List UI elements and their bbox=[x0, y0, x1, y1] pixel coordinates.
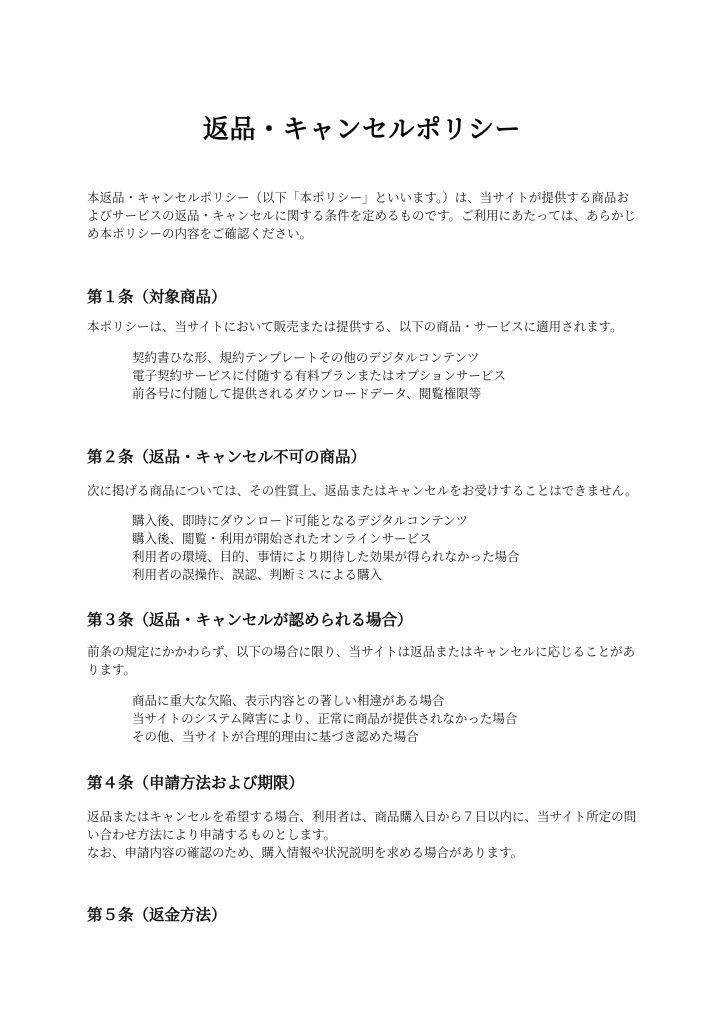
list-item: 当サイトのシステム障害により、正常に商品が提供されなかった場合 bbox=[132, 711, 518, 726]
article-body-line: 前条の規定にかかわらず、以下の場合に限り、当サイトは返品またはキャンセルに応じることがあ bbox=[87, 644, 636, 659]
article-body-line: い合わせ方法により申請するものとします。 bbox=[87, 827, 337, 842]
intro-paragraph bbox=[87, 189, 647, 243]
list-item: 電子契約サービスに付随する有料プランまたはオプションサービス bbox=[132, 368, 506, 383]
page-title: 返品・キャンセルポリシー bbox=[202, 115, 521, 145]
intro-line: め本ポリシーの内容をご確認ください。 bbox=[87, 226, 313, 241]
intro-line: 本返品・キャンセルポリシー（以下「本ポリシー」といいます。）は、当サイトが提供する商品お bbox=[87, 190, 629, 205]
list-item: 前各号に付随して提供されるダウンロードデータ、閲覧権限等 bbox=[132, 386, 482, 401]
article-3-list bbox=[132, 692, 517, 746]
article-2-body bbox=[87, 482, 647, 500]
article-1-list bbox=[132, 349, 506, 403]
article-body-line: 次に掲げる商品については、その性質上、返品またはキャンセルをお受けすることはできません。 bbox=[87, 483, 638, 498]
article-1-body bbox=[87, 318, 647, 336]
article-body-line: 返品またはキャンセルを希望する場合、利用者は、商品購入日から７日以内に、当サイト所定の問 bbox=[87, 809, 637, 824]
article-body-line: なお、申請内容の確認のため、購入情報や状況説明を求める場合があります。 bbox=[87, 845, 524, 860]
article-2-heading: 第２条（返品・キャンセル不可の商品） bbox=[87, 448, 367, 466]
article-3-body bbox=[87, 643, 647, 679]
article-5-heading: 第５条（返金方法） bbox=[87, 906, 227, 924]
article-1-heading: 第１条（対象商品） bbox=[87, 288, 227, 306]
list-item: 購入後、閲覧・利用が開始されたオンラインサービス bbox=[132, 531, 432, 546]
article-3-heading: 第３条（返品・キャンセルが認められる場合） bbox=[87, 611, 413, 629]
list-item: 購入後、即時にダウンロード可能となるデジタルコンテンツ bbox=[132, 513, 469, 528]
article-body-line: ります。 bbox=[87, 662, 137, 677]
list-item: 契約書ひな形、規約テンプレートその他のデジタルコンテンツ bbox=[132, 350, 480, 365]
list-item: その他、当サイトが合理的理由に基づき認めた場合 bbox=[132, 729, 419, 744]
article-2-list bbox=[132, 512, 520, 584]
list-item: 利用者の誤操作、誤認、判断ミスによる購入 bbox=[132, 567, 383, 582]
list-item: 商品に重大な欠陥、表示内容との著しい相違がある場合 bbox=[132, 693, 445, 708]
list-item: 利用者の環境、目的、事情により期待した効果が得られなかった場合 bbox=[132, 549, 520, 564]
article-4-body bbox=[87, 808, 647, 862]
article-4-heading: 第４条（申請方法および期限） bbox=[87, 774, 305, 792]
article-body-line: 本ポリシーは、当サイトにおいて販売または提供する、以下の商品・サービスに適用されます。 bbox=[87, 319, 623, 334]
intro-line: よびサービスの返品・キャンセルに関する条件を定めるものです。ご利用にあたっては、あらかじ bbox=[87, 208, 637, 223]
